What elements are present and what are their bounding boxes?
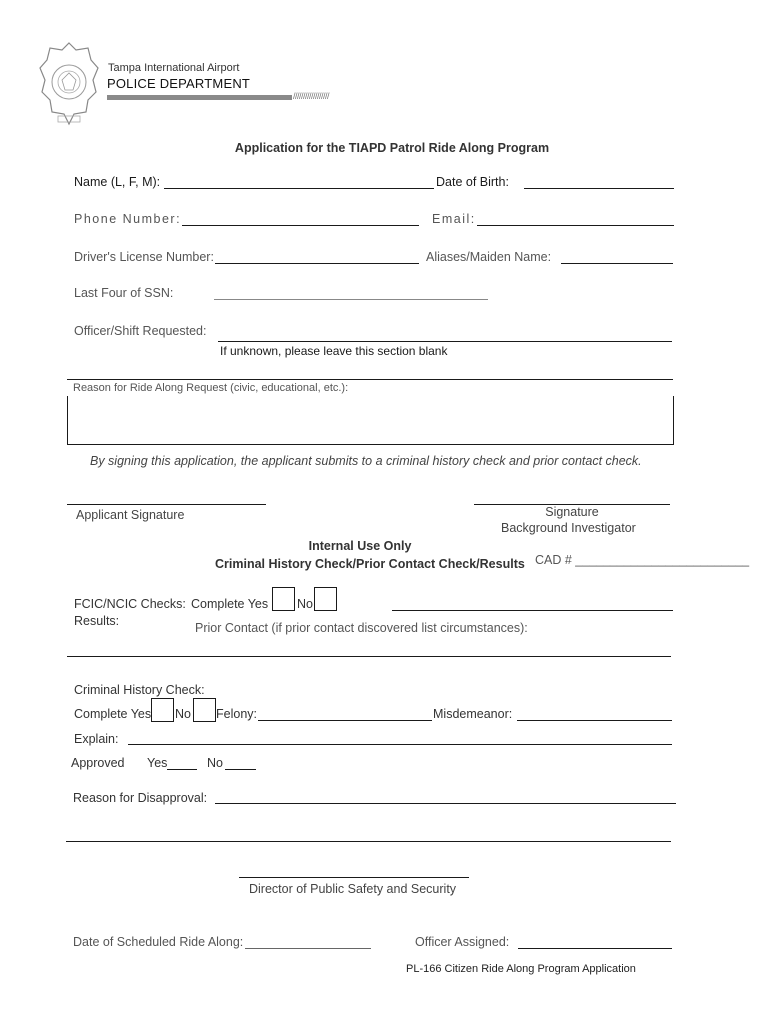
dob-field[interactable]: [524, 188, 674, 189]
investigator-role-label: Background Investigator: [501, 521, 636, 535]
results-label: Results:: [74, 614, 120, 628]
prior-contact-field[interactable]: [67, 656, 671, 657]
disapproval-field-continued[interactable]: [66, 841, 671, 842]
disapproval-label: Reason for Disapproval:: [73, 791, 208, 805]
explain-field[interactable]: [128, 744, 672, 745]
ch-yes-checkbox[interactable]: [151, 698, 174, 722]
reason-textarea[interactable]: [67, 396, 674, 445]
name-label: Name (L, F, M):: [74, 175, 161, 189]
aliases-field[interactable]: [561, 263, 673, 264]
consent-statement: By signing this application, the applicant submits to a criminal history check and prior contact check.: [90, 454, 642, 468]
aliases-label: Aliases/Maiden Name:: [426, 250, 552, 264]
approved-label: Approved: [71, 756, 125, 770]
officer-label: Officer/Shift Requested:: [74, 324, 207, 338]
felony-field[interactable]: [258, 720, 432, 721]
reason-top-line: [67, 379, 673, 380]
police-seal-logo: [38, 40, 100, 128]
misdemeanor-label: Misdemeanor:: [433, 707, 513, 721]
approved-no-label: No: [207, 756, 223, 770]
department-name: POLICE DEPARTMENT: [107, 76, 251, 91]
approved-yes-label: Yes: [147, 756, 168, 770]
scheduled-date-field[interactable]: [245, 948, 371, 949]
name-field[interactable]: [164, 188, 434, 189]
criminal-history-label: Criminal History Check:: [74, 683, 205, 697]
fcic-no-label: No: [297, 597, 313, 611]
prior-contact-label: Prior Contact (if prior contact discovered list circumstances):: [195, 621, 528, 635]
officer-note: If unknown, please leave this section blank: [220, 344, 448, 358]
director-label: Director of Public Safety and Security: [249, 882, 457, 896]
fcic-result-field[interactable]: [392, 610, 673, 611]
reason-label: Reason for Ride Along Request (civic, educational, etc.):: [73, 382, 349, 394]
disapproval-field[interactable]: [215, 803, 676, 804]
org-name: Tampa International Airport: [108, 62, 240, 74]
approved-no-field[interactable]: [225, 769, 256, 770]
ssn-label: Last Four of SSN:: [74, 286, 174, 300]
form-footer: PL-166 Citizen Ride Along Program Application: [406, 963, 636, 975]
misdemeanor-field[interactable]: [517, 720, 672, 721]
fcic-label: FCIC/NCIC Checks:: [74, 597, 186, 611]
ch-complete-yes-label: Complete Yes: [74, 707, 152, 721]
approved-yes-field[interactable]: [167, 769, 197, 770]
felony-label: Felony:: [216, 707, 257, 721]
investigator-signature-label: Signature: [545, 505, 599, 519]
ch-no-checkbox[interactable]: [193, 698, 216, 722]
header-slashes: //////////////////: [293, 91, 330, 101]
officer-assigned-field[interactable]: [518, 948, 672, 949]
officer-field[interactable]: [218, 341, 672, 342]
dob-label: Date of Birth:: [436, 175, 509, 189]
officer-assigned-label: Officer Assigned:: [415, 935, 510, 949]
cad-label: CAD # _________________________: [535, 553, 750, 567]
email-field[interactable]: [477, 225, 674, 226]
header-bar: [107, 95, 292, 100]
phone-field[interactable]: [182, 225, 419, 226]
applicant-signature-label: Applicant Signature: [76, 508, 185, 522]
fcic-no-checkbox[interactable]: [314, 587, 337, 611]
director-signature-field[interactable]: [239, 877, 469, 878]
internal-check-heading: Criminal History Check/Prior Contact Check/Results: [215, 557, 525, 571]
form-title: Application for the TIAPD Patrol Ride Along Program: [234, 141, 550, 155]
license-field[interactable]: [215, 263, 419, 264]
fcic-yes-checkbox[interactable]: [272, 587, 295, 611]
fcic-complete-yes-label: Complete Yes: [191, 597, 269, 611]
applicant-signature-field[interactable]: [67, 504, 266, 505]
internal-use-heading: Internal Use Only: [308, 539, 412, 553]
cad-field[interactable]: _________________________: [575, 553, 750, 567]
ch-no-label: No: [175, 707, 191, 721]
email-label: Email:: [432, 212, 476, 226]
ssn-field[interactable]: [214, 299, 488, 300]
scheduled-date-label: Date of Scheduled Ride Along:: [73, 935, 244, 949]
explain-label: Explain:: [74, 732, 119, 746]
phone-label: Phone Number:: [74, 212, 182, 226]
license-label: Driver's License Number:: [74, 250, 214, 264]
